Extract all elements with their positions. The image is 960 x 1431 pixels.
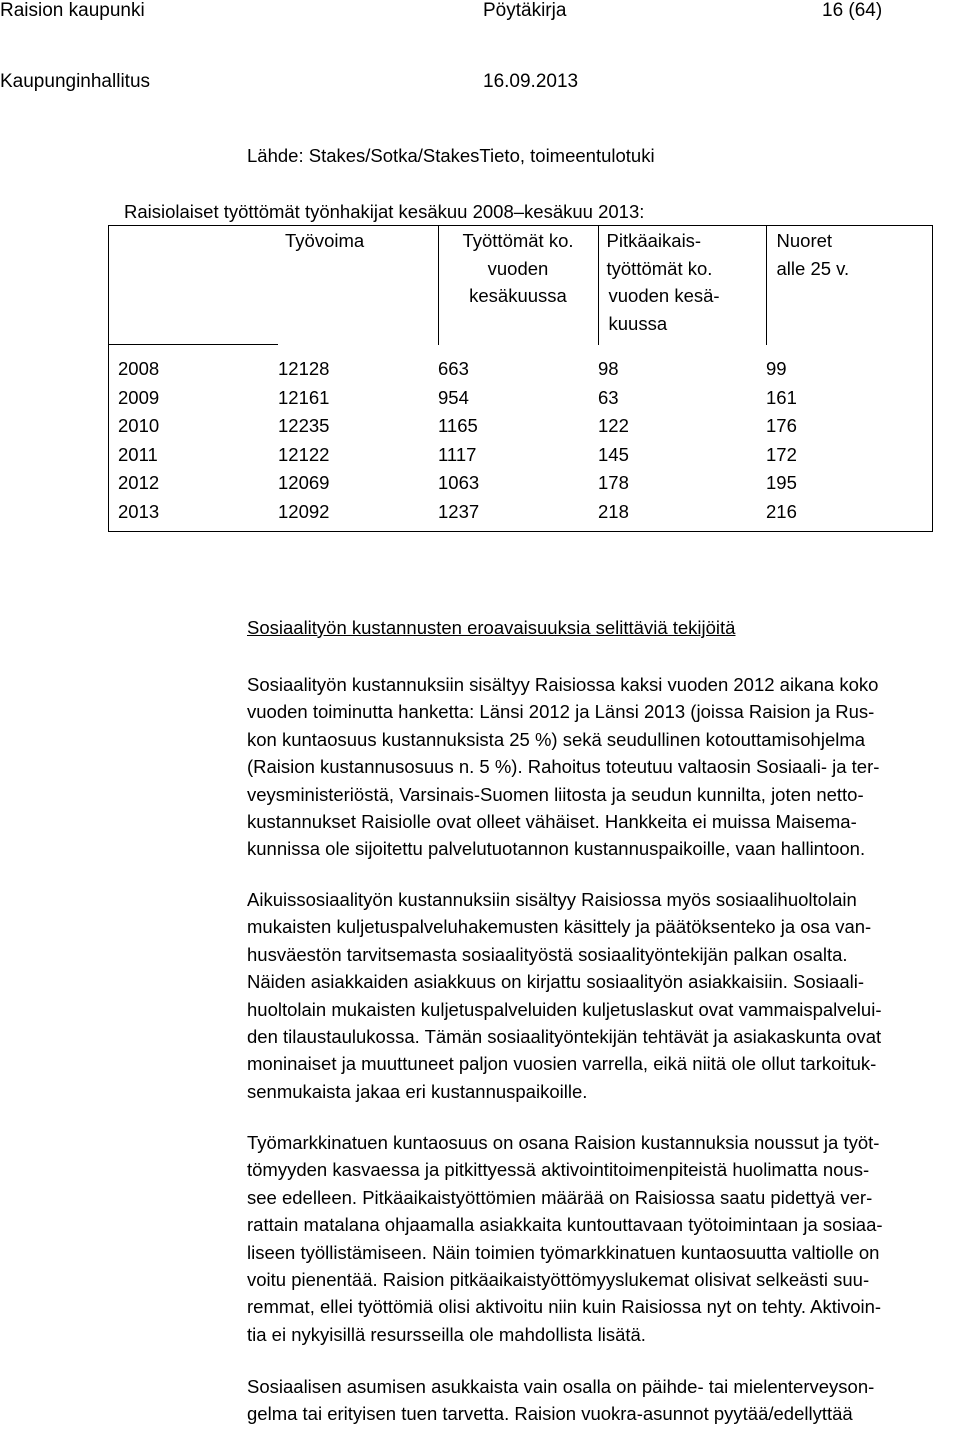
table-cell: 1165 xyxy=(438,415,478,436)
table-cell: 2012 xyxy=(118,472,160,493)
header-text: vuoden xyxy=(487,257,549,279)
paragraph-line: tömyyden kasvaessa ja pitkittyessä aktivointitoimenpiteistä huolimatta nous- xyxy=(247,1159,870,1181)
table-cell: 176 xyxy=(766,415,797,436)
header-org: Raision kaupunki xyxy=(0,0,145,21)
table-header-cell xyxy=(766,225,934,345)
table-cell: 2011 xyxy=(118,443,158,465)
paragraph-line: tia ei nykyisillä resursseilla ole mahdollista lisätä. xyxy=(247,1323,646,1345)
table-cell: 1237 xyxy=(438,500,480,522)
paragraph-3 xyxy=(247,1129,957,1348)
header-doc-type: Pöytäkirja xyxy=(483,0,567,21)
table-cell: 1117 xyxy=(438,443,477,465)
header-page-number: 16 (64) xyxy=(822,0,883,21)
source-line: Lähde: Stakes/Sotka/StakesTieto, toimeentulotuki xyxy=(247,145,655,166)
header-body: Kaupunginhallitus xyxy=(0,71,151,92)
table-cell: 218 xyxy=(598,500,629,522)
header-text: vuoden kesä- xyxy=(608,285,720,306)
paragraph-line: gelma tai erityisen tuen tarvetta. Raision vuokra-asunnot pyytää/edellyttää xyxy=(247,1403,853,1425)
paragraph-line: kustannukset Raisiolle ovat olleet vähäiset. Hankkeita ei muissa Maisema- xyxy=(247,811,857,833)
paragraph-line: Työmarkkinatuen kuntaosuus on osana Raision kustannuksia noussut ja työt- xyxy=(247,1132,880,1153)
paragraph-line: Sosiaalityön kustannuksiin sisältyy Raisiossa kaksi vuoden 2012 aikana koko xyxy=(247,674,879,695)
paragraph-line: veysministeriöstä, Varsinais-Suomen liitosta ja seudun kunnilta, joten netto- xyxy=(247,783,864,805)
table-cell: 12128 xyxy=(278,357,330,379)
header-text: Nuoret xyxy=(776,230,833,251)
header-text: Työttömät ko. xyxy=(462,230,574,251)
header-text: alle 25 v. xyxy=(776,257,850,279)
table-cell: 12161 xyxy=(278,386,330,408)
table-cell: 145 xyxy=(598,443,629,465)
table-cell: 12235 xyxy=(278,415,330,436)
paragraph-line: vuoden toiminutta hanketta: Länsi 2012 ja Länsi 2013 (joissa Raision ja Rus- xyxy=(247,701,875,723)
table-cell: 663 xyxy=(438,357,469,379)
header-text: Työvoima xyxy=(285,230,365,251)
paragraph-line: voitu pienentää. Raision pitkäaikaistyöttömyyslukemat olisivat selkeästi suu- xyxy=(247,1269,870,1291)
table-cell: 954 xyxy=(438,386,469,408)
table-cell: 12122 xyxy=(278,443,330,465)
table-header-cell xyxy=(598,225,766,345)
table-caption: Raisiolaiset työttömät työnhakijat kesäkuu 2008–kesäkuu 2013: xyxy=(124,201,645,222)
table-cell: 63 xyxy=(598,386,619,408)
paragraph-line: Sosiaalisen asumisen asukkaista vain osalla on päihde- tai mielenterveyson- xyxy=(247,1376,875,1397)
table-cell: 98 xyxy=(598,357,619,379)
paragraph-4 xyxy=(247,1373,957,1428)
paragraph-line: kon kuntaosuus kustannuksista 25 %) sekä seudullinen kotouttamisohjelma xyxy=(247,728,866,750)
paragraph-line: senmukaista jakaa eri kustannuspaikoille. xyxy=(247,1080,588,1102)
unemployment-table xyxy=(108,225,934,526)
paragraph-line: (Raision kustannusosuus n. 5 %). Rahoitus toteutuu valtaosin Sosiaali- ja ter- xyxy=(247,756,880,778)
table-header-cell xyxy=(278,225,438,345)
table-cell: 2008 xyxy=(118,358,160,379)
paragraph-line: mukaisten kuljetuspalveluhakemusten käsittely ja päätöksenteko ja osa van- xyxy=(247,916,872,938)
paragraph-line: remmat, ellei työttömiä olisi aktivoitu niin kuin Raisiossa nyt on tehty. Aktivoin- xyxy=(247,1296,882,1318)
table-cell: 2013 xyxy=(118,500,160,522)
table-header-cell xyxy=(438,225,598,345)
header-text: työttömät ko. xyxy=(606,257,713,279)
paragraph-1 xyxy=(247,671,957,863)
paragraph-line: liseen työllistämiseen. Näin toimien työmarkkinatuen kuntaosuutta valtiolle on xyxy=(247,1241,880,1263)
header-text: kesäkuussa xyxy=(469,285,567,306)
table-row xyxy=(108,412,934,441)
paragraph-line: huoltolain mukaisten kuljetuspalveluiden kuljetuslaskut ovat vammaispalvelui- xyxy=(247,998,882,1020)
table-cell: 2009 xyxy=(118,386,160,408)
table-cell: 172 xyxy=(766,443,797,465)
paragraph-line: Aikuissosiaalityön kustannuksiin sisältyy Raisiossa myös sosiaalihuoltolain xyxy=(247,889,857,910)
paragraph-line: den tilaustaulukossa. Tämän sosiaalityöntekijän tehtävät ja asiakaskunta ovat xyxy=(247,1026,882,1048)
table-cell: 12092 xyxy=(278,500,330,522)
table-cell: 99 xyxy=(766,357,787,379)
paragraph-line: see edelleen. Pitkäaikaistyöttömien määrää on Raisiossa saatu pidettyä ver- xyxy=(247,1186,873,1208)
header-date: 16.09.2013 xyxy=(483,71,579,92)
table-row xyxy=(108,345,934,384)
table-cell: 1063 xyxy=(438,472,480,493)
header-text: kuussa xyxy=(608,312,668,334)
paragraph-line: rattain matalana ohjaamalla asiakkaita kuntouttavaan työtoimintaan ja sosiaa- xyxy=(247,1214,883,1236)
paragraph-2 xyxy=(247,886,957,1105)
section-heading: Sosiaalityön kustannusten eroavaisuuksia selittäviä tekijöitä xyxy=(247,617,736,638)
paragraph-line: kunnissa ole sijoitettu palvelutuotannon kustannuspaikoille, vaan hallintoon. xyxy=(247,838,866,860)
paragraph-line: husväestön tarvitsemasta sosiaalityöstä sosiaalityöntekijän palkan osalta. xyxy=(247,943,848,965)
table-header-blank xyxy=(108,225,278,345)
table-row xyxy=(108,441,934,470)
table-row xyxy=(108,469,934,498)
table-cell: 178 xyxy=(598,472,629,493)
table-cell: 12069 xyxy=(278,472,330,493)
table-cell: 216 xyxy=(766,500,797,522)
table-row xyxy=(108,384,934,413)
table-cell: 161 xyxy=(766,386,797,408)
table-header-row xyxy=(108,225,934,345)
table-cell: 2010 xyxy=(118,415,160,436)
paragraph-line: moninaiset ja muuttuneet paljon vuosien varrella, eikä niitä ole ollut tarkoituk- xyxy=(247,1053,877,1075)
table-cell: 122 xyxy=(598,415,629,436)
table-cell: 195 xyxy=(766,472,797,493)
paragraph-line: Näiden asiakkaiden asiakkuus on kirjattu sosiaalityön asiakkaisiin. Sosiaali- xyxy=(247,971,864,993)
header-text: Pitkäaikais- xyxy=(606,230,702,251)
table-row xyxy=(108,498,934,527)
